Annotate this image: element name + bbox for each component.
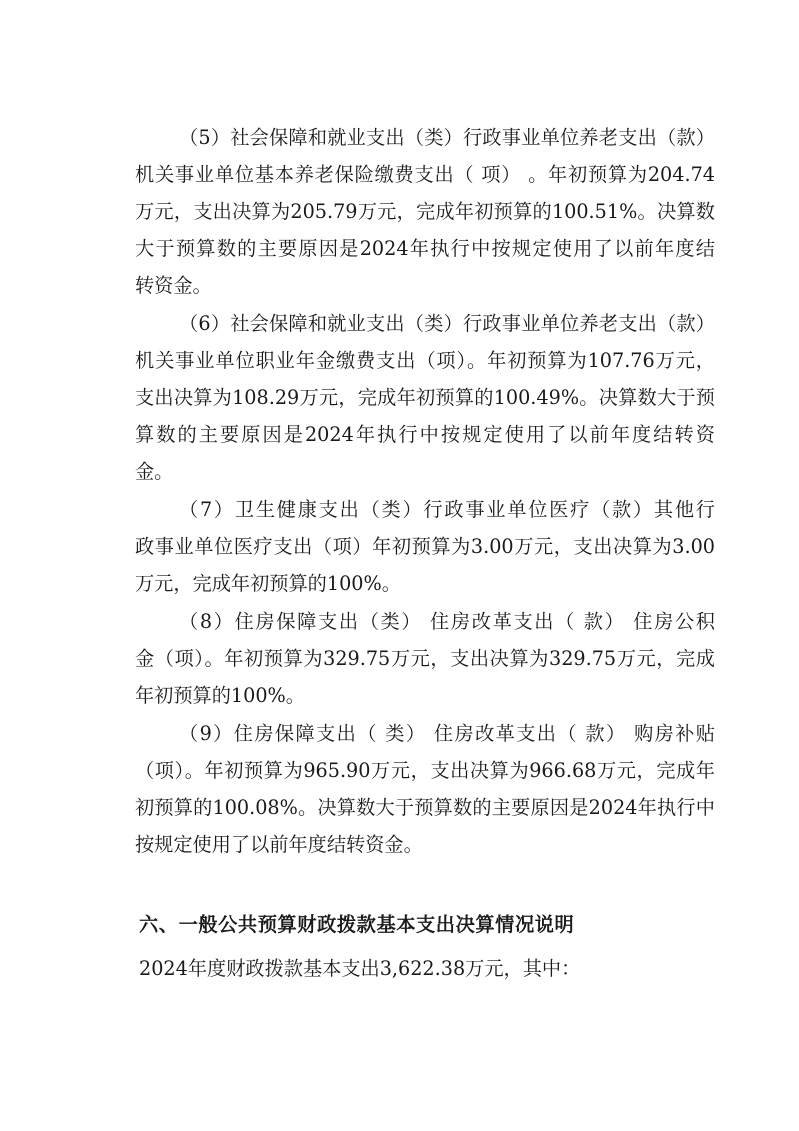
paragraph-item-6	[95, 305, 715, 490]
text-line: （9）住房保障支出（ 类） 住房改革支出（ 款） 购房补贴	[179, 722, 715, 745]
text-line: 金。	[135, 460, 174, 483]
section-heading: 六、一般公共预算财政拨款基本支出决算情况说明	[139, 913, 575, 936]
text-line: （项）。年初预算为965.90万元，支出决算为966.68万元，完成年	[135, 759, 715, 782]
text-line: 机关事业单位基本养老保险缴费支出（ 项） 。年初预算为204.74	[135, 163, 715, 186]
text-line: 大于预算数的主要原因是2024年执行中按规定使用了以前年度结	[135, 237, 715, 260]
paragraph-item-9	[95, 715, 715, 863]
text-line: 初预算的100.08%。决算数大于预算数的主要原因是2024年执行中	[135, 796, 715, 819]
text-line: （8）住房保障支出（类） 住房改革支出（ 款） 住房公积	[179, 610, 715, 633]
paragraph-item-8	[95, 603, 715, 714]
text-line: 万元，完成年初预算的100%。	[135, 572, 401, 595]
text-line: 支出决算为108.29万元，完成年初预算的100.49%。决算数大于预	[135, 386, 715, 409]
text-line: （6）社会保障和就业支出（类）行政事业单位养老支出（款）	[179, 312, 715, 335]
text-line: 年初预算的100%。	[135, 684, 305, 707]
paragraph-item-7	[95, 491, 715, 602]
text-line: 按规定使用了以前年度结转资金。	[135, 833, 423, 856]
text-line: （7）卫生健康支出（类）行政事业单位医疗（款）其他行	[179, 498, 715, 521]
text-line: 政事业单位医疗支出（项）年初预算为3.00万元，支出决算为3.00	[135, 535, 715, 558]
section-summary: 2024年度财政拨款基本支出3,622.38万元，其中：	[139, 957, 581, 980]
text-line: 万元，支出决算为205.79万元，完成年初预算的100.51%。决算数	[135, 200, 715, 223]
text-line: （5）社会保障和就业支出（类）行政事业单位养老支出（款）	[179, 126, 715, 149]
text-line: 算数的主要原因是2024年执行中按规定使用了以前年度结转资	[135, 423, 715, 446]
text-line: 转资金。	[135, 274, 212, 297]
text-line: 金（项）。年初预算为329.75万元，支出决算为329.75万元，完成	[135, 647, 715, 670]
paragraph-item-5	[95, 119, 715, 304]
text-line: 机关事业单位职业年金缴费支出（项）。年初预算为107.76万元，	[135, 349, 715, 372]
